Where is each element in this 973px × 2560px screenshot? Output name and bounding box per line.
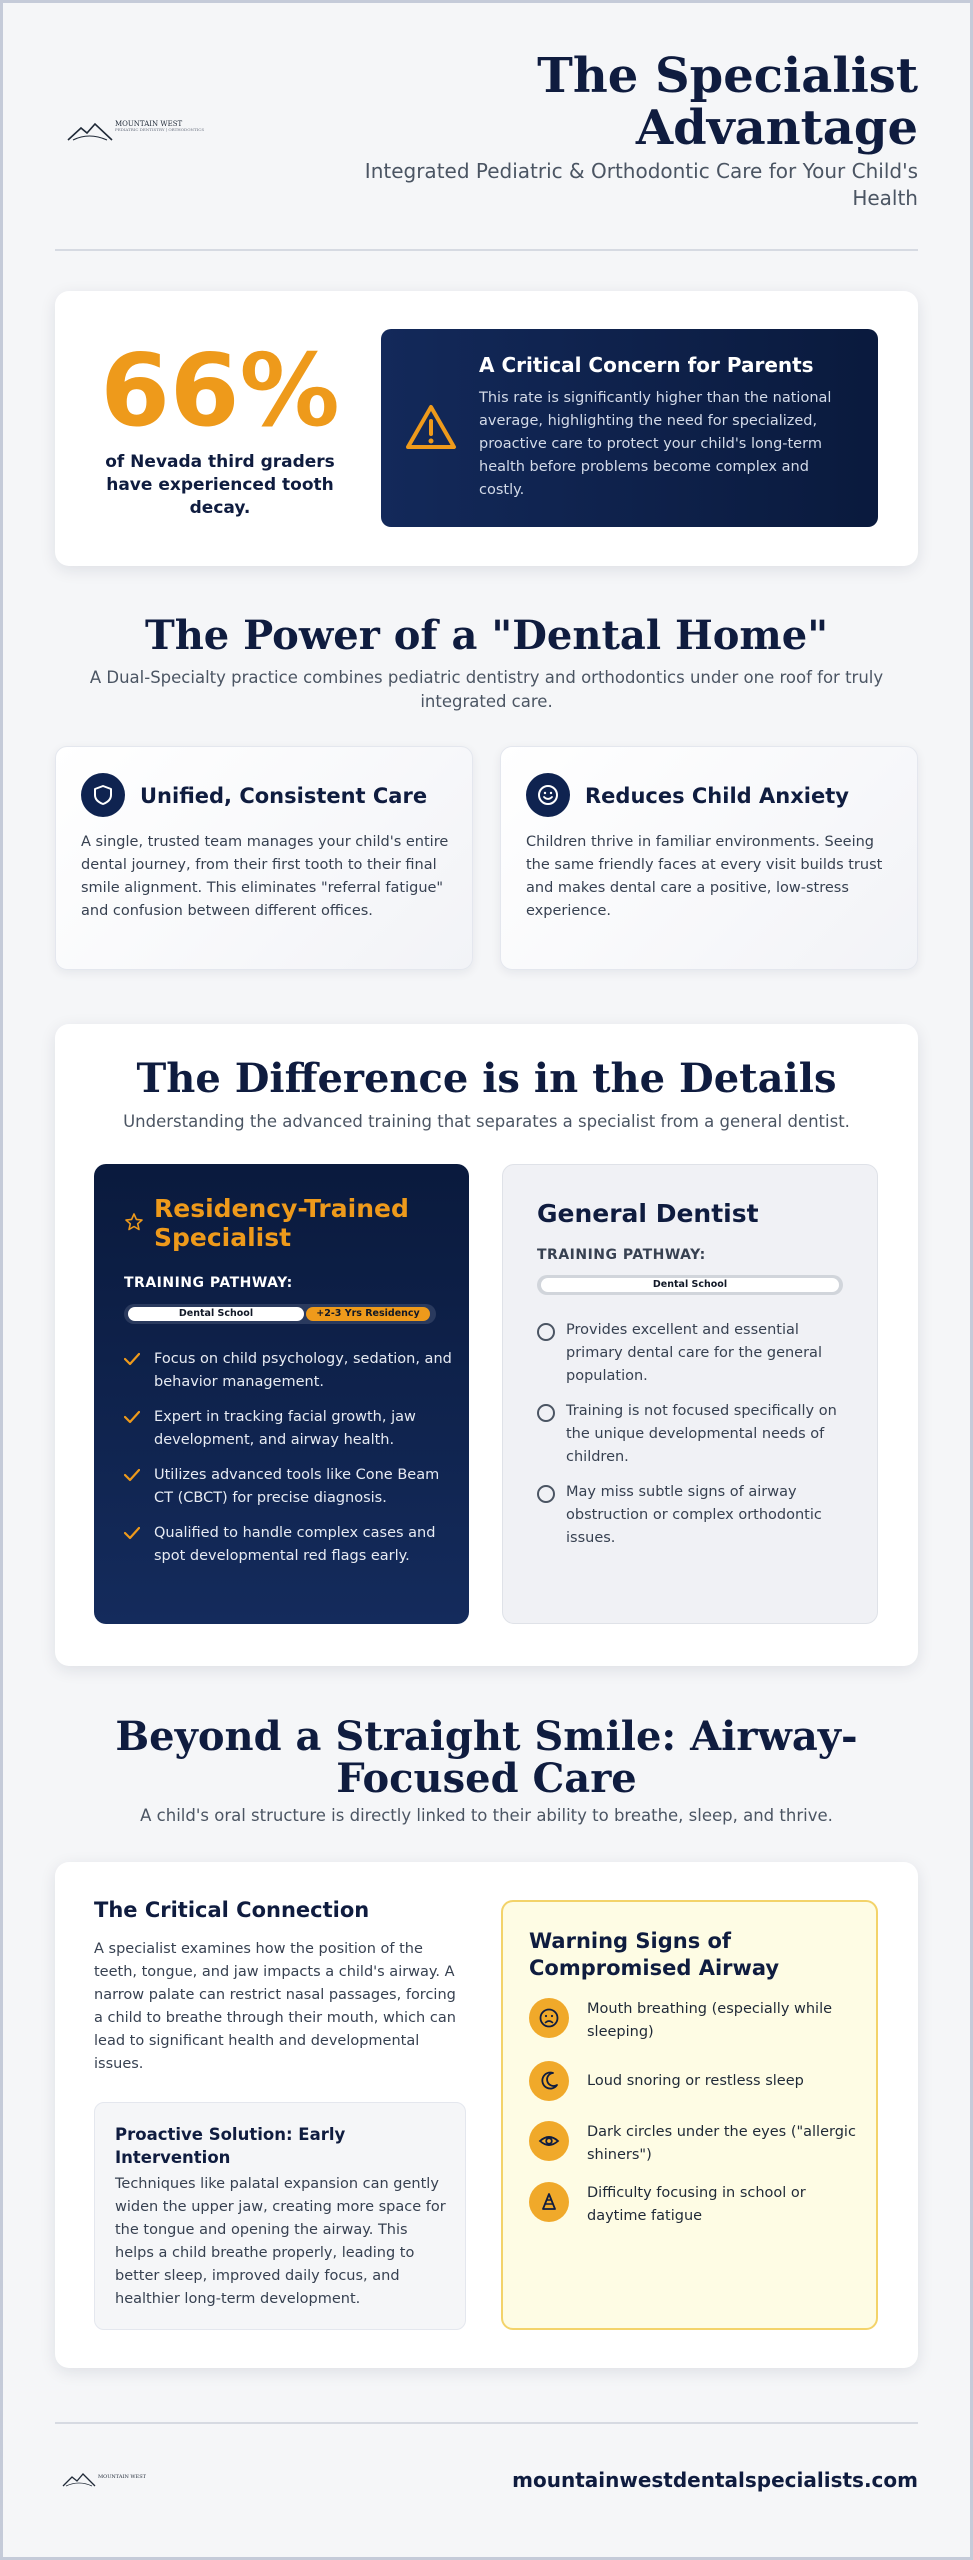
footer-divider [55, 2422, 918, 2424]
home-card-title: Reduces Child Anxiety [585, 784, 849, 808]
pathway-segment-dental-school: Dental School [128, 1307, 304, 1321]
airway-subtitle: A child's oral structure is directly linked to their ability to breathe, sleep, and thrive. [140, 1806, 833, 1825]
stat-value: 66% [100, 332, 340, 449]
airway-card [55, 1862, 918, 2368]
page-subtitle: Integrated Pediatric & Orthodontic Care for Your Child's Health [364, 159, 918, 210]
logo [67, 120, 205, 144]
warning-title: Warning Signs of Compromised Airway [529, 1929, 780, 1980]
specialist-title: Residency-Trained Specialist [154, 1194, 409, 1252]
list-item [124, 1522, 454, 1568]
warning-item-icon [529, 1998, 569, 2038]
general-points [537, 1319, 857, 1562]
specialist-pathway-bar [124, 1304, 436, 1324]
star-icon [124, 1212, 144, 1232]
list-item [537, 1319, 857, 1388]
details-subtitle: Understanding the advanced training that separates a specialist from a general dentist. [123, 1112, 850, 1131]
moon-icon [538, 2070, 560, 2092]
home-card-anxiety [500, 746, 918, 970]
logo-text [115, 120, 204, 133]
general-title: General Dentist [537, 1199, 759, 1228]
check-icon [124, 1410, 140, 1424]
home-card-icon [526, 773, 570, 817]
frown-face-icon [538, 2007, 560, 2029]
list-item [537, 1400, 857, 1469]
footer-website-link[interactable]: mountainwestdentalspecialists.com [512, 2468, 918, 2492]
solution-title: Proactive Solution: Early Intervention [115, 2125, 346, 2167]
concern-text: This rate is significantly higher than the national average, highlighting the need for specialized, proactive care to protect your child's long-term health before problems become complex and costly. [479, 390, 832, 498]
footer-logo [62, 2470, 172, 2490]
dental-home-title: The Power of a "Dental Home" [144, 612, 829, 659]
logo-subtext: PEDIATRIC DENTISTRY | ORTHODONTICS [115, 127, 205, 133]
home-card-title: Unified, Consistent Care [140, 784, 428, 808]
list-item [537, 1481, 857, 1550]
list-item-text: Focus on child psychology, sedation, and behavior management. [154, 1351, 452, 1390]
circle-icon [537, 1404, 555, 1422]
concern-panel [381, 329, 878, 527]
mountain-logo-icon [62, 2470, 96, 2488]
home-card-text: A single, trusted team manages your child's entire dental journey, from their first tooth to their final smile alignment. This eliminates "referral fatigue" and confusion between different offices. [81, 834, 449, 919]
general-panel [502, 1164, 878, 1624]
circle-icon [537, 1485, 555, 1503]
warning-item-text: Mouth breathing (especially while sleeping) [587, 2001, 833, 2040]
warning-signs-panel [501, 1900, 878, 2330]
list-item [124, 1464, 454, 1510]
list-item-text: Provides excellent and essential primary dental care for the general population. [566, 1322, 822, 1384]
solution-box [94, 2102, 466, 2330]
general-pathway-bar [537, 1275, 843, 1295]
solution-text: Techniques like palatal expansion can gently widen the upper jaw, creating more space for the tongue and opening the airway. This helps a child breathe properly, leading to better sleep, improved daily focus, and healthier long-term development. [115, 2176, 446, 2307]
home-card-unified [55, 746, 473, 970]
header [55, 50, 918, 250]
list-item-text: Expert in tracking facial growth, jaw development, and airway health. [154, 1409, 416, 1448]
logo-name: MOUNTAIN WEST [115, 120, 183, 128]
specialist-pathway-label: TRAINING PATHWAY: [124, 1275, 293, 1291]
smile-icon [537, 784, 559, 806]
dental-home-subtitle: A Dual-Specialty practice combines pediatric dentistry and orthodontics under one roof for truly integrated care. [89, 668, 884, 711]
details-card [55, 1024, 918, 1666]
brain-icon [538, 2191, 560, 2213]
warning-item-text: Loud snoring or restless sleep [587, 2073, 804, 2089]
check-icon [124, 1468, 140, 1482]
warning-item-text: Difficulty focusing in school or daytime fatigue [587, 2185, 806, 2224]
specialist-points [124, 1348, 454, 1580]
home-card-icon [81, 773, 125, 817]
warning-item-icon [529, 2121, 569, 2161]
details-title: The Difference is in the Details [136, 1055, 837, 1102]
list-item-text: Training is not focused specifically on the unique developmental needs of children. [566, 1403, 837, 1465]
mountain-logo-icon [67, 120, 113, 142]
stat-card [55, 291, 918, 566]
specialist-panel [94, 1164, 469, 1624]
check-icon [124, 1352, 140, 1366]
footer-logo-text: MOUNTAIN WEST [98, 2474, 146, 2480]
list-item [124, 1406, 454, 1452]
warning-item-icon [529, 2182, 569, 2222]
pathway-segment-residency: +2-3 Yrs Residency [306, 1307, 430, 1321]
connection-text: A specialist examines how the position of the teeth, tongue, and jaw impacts a child's airway. A narrow palate can restrict nasal passages, forcing a child to breathe through their mouth, which can lead to significant health and developmental issues. [94, 1941, 456, 2072]
pathway-segment-dental-school: Dental School [541, 1278, 839, 1292]
check-icon [124, 1526, 140, 1540]
header-divider [55, 249, 918, 251]
shield-icon [92, 784, 114, 806]
page-title: The Specialist Advantage [537, 48, 918, 156]
list-item-text: May miss subtle signs of airway obstruction or complex orthodontic issues. [566, 1484, 822, 1546]
list-item-text: Qualified to handle complex cases and spot developmental red flags early. [154, 1525, 436, 1564]
warning-item-text: Dark circles under the eyes ("allergic shiners") [587, 2124, 856, 2163]
list-item-text: Utilizes advanced tools like Cone Beam CT (CBCT) for precise diagnosis. [154, 1467, 440, 1506]
concern-title: A Critical Concern for Parents [479, 353, 814, 377]
general-pathway-label: TRAINING PATHWAY: [537, 1247, 706, 1263]
stat-label: of Nevada third graders have experienced tooth decay. [105, 452, 335, 518]
connection-title: The Critical Connection [94, 1898, 370, 1922]
warning-item-icon [529, 2061, 569, 2101]
circle-icon [537, 1323, 555, 1341]
airway-title: Beyond a Straight Smile: Airway-Focused Care [115, 1713, 858, 1802]
eye-icon [538, 2130, 560, 2152]
list-item [124, 1348, 454, 1394]
home-card-text: Children thrive in familiar environments. Seeing the same friendly faces at every visit builds trust and makes dental care a positive, low-stress experience. [526, 834, 883, 919]
warning-triangle-icon [405, 403, 457, 451]
